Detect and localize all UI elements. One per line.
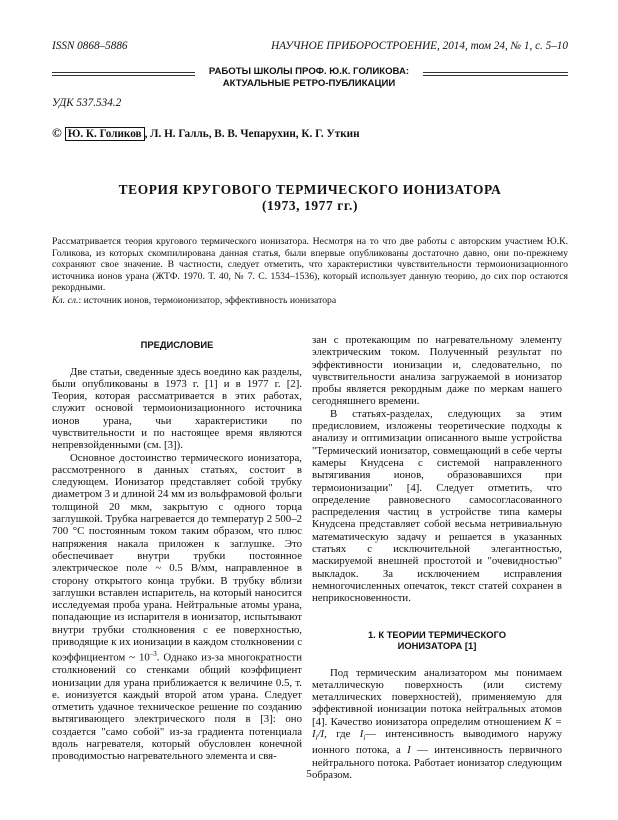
series-heading [195,66,423,90]
first-author: Ю. К. Голиков [65,127,145,141]
series-line-1: РАБОТЫ ШКОЛЫ ПРОФ. Ю.К. ГОЛИКОВА: [208,66,410,77]
paragraph-text: — интенсивность выводимого наружу ионного потока, а [312,728,562,757]
title-line-2: (1973, 1977 гг.) [261,198,359,213]
copyright-icon: © [52,125,62,140]
paragraph: В статьях-разделах, следующих за этим предисловием, изложены теоретические подходы к анализу и оптимизации описанного выше устройства "Термический ионизатор, совмещающий в себе черты камеры Кнудсена с системой направленного вытягивания ионов, образовавшихся при термоионизации" [4]. Следует отметить, что определение равновесного самосогласованного распределения частиц в устройстве типа камеры Кнудсена представляет собой весьма нетривиальную математическую задачу и решается в указанных статьях с исключительной элегантностью, маскируемой внешней простотой и "очевидностью" выкладок. За исключением исправления немногочисленных опечаток, текст статей сохранен в неприкосновенности. [312,407,562,605]
paragraph-text: . Однако из-за многократности столкновений со стенками общий коэффициент ионизации для урана приближается к величине 0.5, т. е. ионизуется каждый второй атом урана. Следует отметить удачное техническое решение по созданию вытягивающего электрического поля в [3]: оно создается "само собой" из-за градиента потенциала вдоль нагревателя, который обусловлен конечной проводимостью нагревательного элемента и свя- [52,651,302,763]
abstract: Рассматривается теория кругового термического ионизатора. Несмотря на то что две работы с авторским участием Ю.К. Голикова, из которых скомпилирована данная статья, были впервые опубликованы достаточно давно, они по-прежнему сохраняют свое значение. В частности, следует отметить, что характеристики чувствительности термоионизационного источника ионов урана (ЖТФ. 1970. Т. 40, № 7. С. 1534–1536), который использует данную теорию, до сих пор остаются рекордными. [52,236,568,294]
series-rule-left [52,72,195,76]
paragraph-text: Основное достоинство термического ионизатора, рассмотренного в данных статьях, состоит в следующем. Ионизатор представляет собой трубку диаметром 3 и длиной 24 мм из вольфрамовой фольги толщиной 20 мкм, закрытую с одного торца заглушкой. Трубка нагревается до температур 2 500–2 700 °С постоянным током таким образом, что плюс напряжения накала приложен к заглушке. Это обеспечивает внутри трубки постоянное электрическое поле ~ 0.5 В/мм, направленное в сторону открытого конца трубки. В трубку вблизи заглушки вставлен испаритель, на который наносится исследуемая проба урана. Нейтральные атомы урана, попадающие из испарителя в ионизатор, испытывают внутри трубки столкновения с ее поверхностью, приводящие к их ионизации в каждом столкновении с коэффициентом ~ 10 [52,451,302,664]
authors [52,125,360,141]
keywords-label: Кл. сл. [52,295,79,306]
paragraph [52,452,302,763]
series-rule-right [423,72,568,76]
right-column [312,334,562,781]
section-heading-line-1: 1. К ТЕОРИИ ТЕРМИЧЕСКОГО [367,628,507,640]
title-line-1: ТЕОРИЯ КРУГОВОГО ТЕРМИЧЕСКОГО ИОНИЗАТОРА [118,182,502,197]
paragraph-text: Под термическим анализатором мы понимаем металлическую поверхность (или систему металлических поверхностей), применяемую для эффективной ионизации потока нейтральных атомов [4]. Качество ионизатора определим отношением [312,666,562,728]
running-header [52,40,568,56]
page-number: 5 [306,768,312,780]
series-line-2: АКТУАЛЬНЫЕ РЕТРО-ПУБЛИКАЦИИ [222,78,396,89]
section-heading-line-2: ИОНИЗАТОРА [1] [397,640,477,652]
exponent: –3 [149,650,157,659]
issn: ISSN 0868–5886 [52,40,128,52]
paragraph-text: , где [324,728,360,741]
keywords-text: : источник ионов, термоионизатор, эффективность ионизатора [78,295,337,306]
paragraph: зан с протекающим по нагревательному элементу электрическим током. Полученный результат по эффективности ионизации и, следовательно, по чувствительности анализа загружаемой в ионизатор пробы является рекордным даже по меркам нашего сегодняшнего времени. [312,334,562,408]
paragraph-text: — интенсивность первичного нейтрального потока. Работает ионизатор следующим образом. [312,744,562,782]
formula-ii: $I_i$ [359,728,366,743]
udk-code: УДК 537.534.2 [52,97,122,109]
other-authors: , Л. Н. Галль, В. В. Чепарухин, К. Г. Уткин [144,128,360,140]
keywords [52,295,568,306]
paragraph: Две статьи, сведенные здесь воедино как разделы, были опубликованы в 1973 г. [1] и в 1977 г. [2]. Теория, которая рассматривается в этих работах, служит основой термоионизационного источника ионов урана, чьи характеристики по чувствительности и по настоящее время являются непревзойденными (см. [3]). [52,365,302,452]
paragraph [312,667,562,782]
article-title [52,182,568,214]
left-column [52,339,302,763]
section-heading-1 [312,629,562,652]
formula: $K = I_i/I$ [312,715,562,743]
journal-citation: НАУЧНОЕ ПРИБОРОСТРОЕНИЕ, 2014, том 24, № 1, c. 5–10 [271,40,568,52]
section-heading-preface: ПРЕДИСЛОВИЕ [140,339,214,350]
formula-i: I [407,744,411,757]
